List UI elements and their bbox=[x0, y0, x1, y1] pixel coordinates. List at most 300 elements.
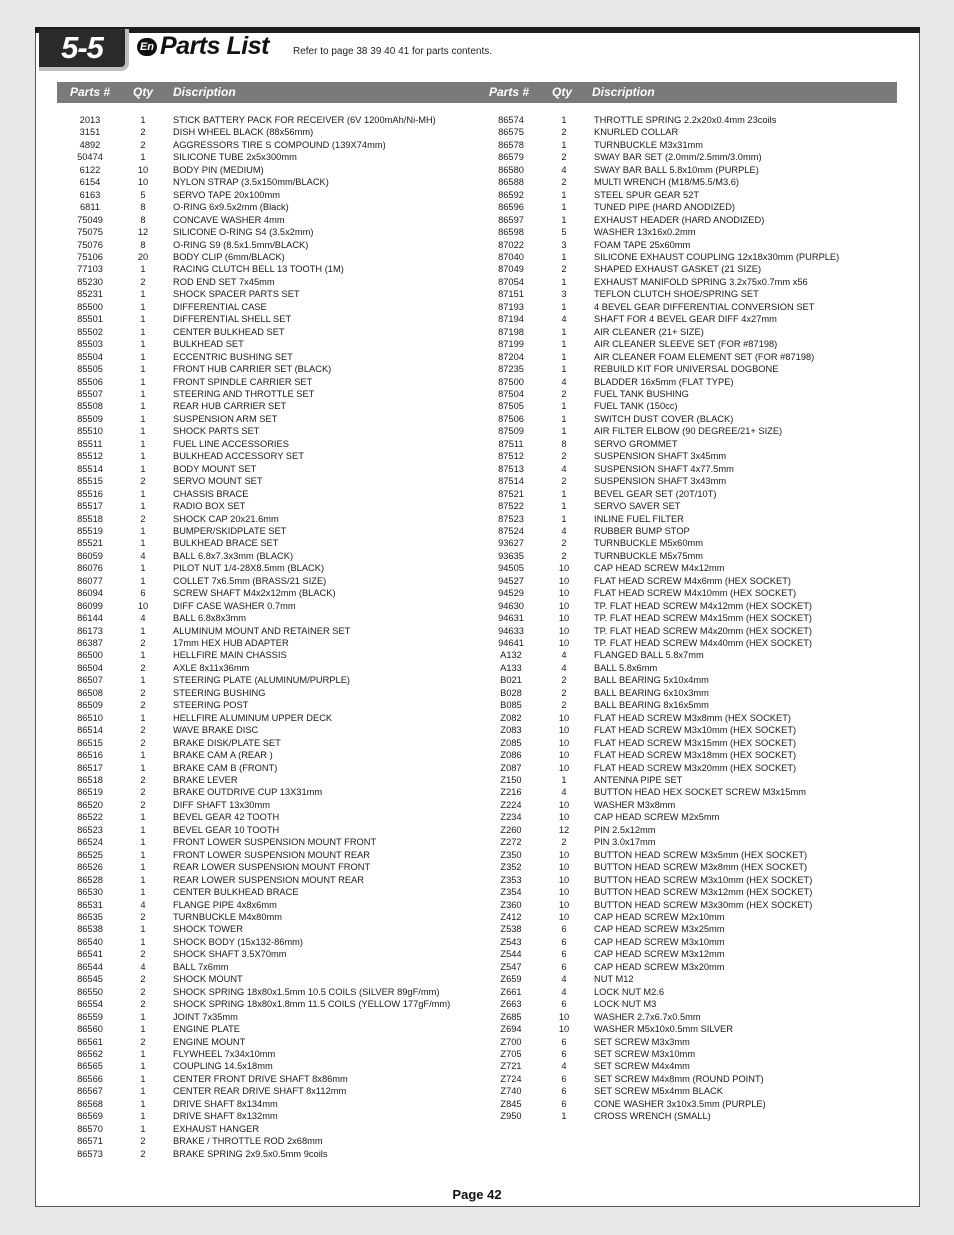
part-description: AGGRESSORS TIRE S COMPOUND (139X74mm) bbox=[173, 139, 386, 150]
part-number: Z685 bbox=[500, 1011, 522, 1022]
part-qty: 2 bbox=[140, 775, 146, 786]
left-table-row bbox=[60, 998, 480, 1010]
left-table-row bbox=[60, 986, 480, 998]
part-qty: 10 bbox=[137, 164, 149, 175]
part-qty: 1 bbox=[140, 675, 146, 686]
part-number: 86592 bbox=[498, 189, 524, 200]
part-description: ANTENNA PIPE SET bbox=[594, 775, 683, 786]
part-qty: 1 bbox=[140, 563, 146, 574]
right-parts-table bbox=[481, 114, 901, 1123]
part-qty: 6 bbox=[561, 1036, 567, 1047]
part-description: BALL BEARING 8x16x5mm bbox=[594, 700, 709, 711]
part-number: 87504 bbox=[498, 388, 524, 399]
part-number: Z721 bbox=[500, 1061, 522, 1072]
part-number: 86575 bbox=[498, 127, 524, 138]
part-number: 86568 bbox=[77, 1098, 103, 1109]
part-qty: 10 bbox=[558, 862, 570, 873]
part-description: FLAT HEAD SCREW M3x8mm (HEX SOCKET) bbox=[594, 712, 791, 723]
part-number: Z086 bbox=[500, 750, 522, 761]
left-header-qty: Qty bbox=[133, 85, 154, 99]
part-number: 86544 bbox=[77, 961, 103, 972]
right-table-row bbox=[481, 513, 901, 525]
part-qty: 1 bbox=[140, 650, 146, 661]
part-description: BUTTON HEAD HEX SOCKET SCREW M3x15mm bbox=[594, 787, 806, 798]
part-description: FLANGE PIPE 4x8x6mm bbox=[173, 899, 277, 910]
left-table-row bbox=[60, 923, 480, 935]
part-qty: 4 bbox=[561, 376, 567, 387]
part-description: 17mm HEX HUB ADAPTER bbox=[173, 638, 289, 649]
part-number: 87040 bbox=[498, 251, 524, 262]
part-qty: 1 bbox=[140, 314, 146, 325]
part-description: TURNBUCKLE M3x31mm bbox=[594, 139, 703, 150]
part-description: DISH WHEEL BLACK (88x56mm) bbox=[173, 127, 314, 138]
part-number: 85230 bbox=[77, 276, 103, 287]
part-qty: 2 bbox=[561, 675, 567, 686]
part-number: 86509 bbox=[77, 700, 103, 711]
part-description: EXHAUST MANIFOLD SPRING 3.2x75x0.7mm x56 bbox=[594, 276, 808, 287]
part-qty: 1 bbox=[140, 837, 146, 848]
left-table-row bbox=[60, 625, 480, 637]
part-qty: 10 bbox=[137, 177, 149, 188]
part-number: 86574 bbox=[498, 115, 524, 125]
part-qty: 1 bbox=[561, 301, 567, 312]
part-number: 87514 bbox=[498, 476, 524, 487]
left-table-row bbox=[60, 824, 480, 836]
part-description: FRONT LOWER SUSPENSION MOUNT FRONT bbox=[173, 837, 377, 848]
part-qty: 1 bbox=[140, 712, 146, 723]
part-number: 85507 bbox=[77, 388, 103, 399]
part-qty: 2 bbox=[561, 700, 567, 711]
part-qty: 2 bbox=[561, 152, 567, 163]
part-description: SET SCREW M4x4mm bbox=[594, 1061, 690, 1072]
part-number: 86554 bbox=[77, 999, 103, 1010]
part-description: SHOCK CAP 20x21.6mm bbox=[173, 513, 279, 524]
part-qty: 8 bbox=[561, 438, 567, 449]
right-table-row bbox=[481, 463, 901, 475]
right-table-row bbox=[481, 799, 901, 811]
part-description: DIFFERENTIAL SHELL SET bbox=[173, 314, 292, 325]
right-table-row bbox=[481, 600, 901, 612]
part-description: WASHER M5x10x0.5mm SILVER bbox=[594, 1024, 733, 1035]
left-parts-table bbox=[60, 114, 480, 1160]
part-number: 85231 bbox=[77, 289, 103, 300]
part-qty: 1 bbox=[561, 1111, 567, 1122]
part-qty: 2 bbox=[140, 737, 146, 748]
right-table-row bbox=[481, 861, 901, 873]
part-description: REAR HUB CARRIER SET bbox=[173, 401, 287, 412]
part-number: Z216 bbox=[500, 787, 522, 798]
part-number: 85519 bbox=[77, 525, 103, 536]
part-number: 86076 bbox=[77, 563, 103, 574]
part-qty: 4 bbox=[561, 314, 567, 325]
part-description: O-RING 6x9.5x2mm (Black) bbox=[173, 202, 289, 213]
part-number: Z352 bbox=[500, 862, 522, 873]
part-number: 86580 bbox=[498, 164, 524, 175]
part-qty: 1 bbox=[140, 426, 146, 437]
part-qty: 12 bbox=[137, 227, 149, 238]
part-number: 86588 bbox=[498, 177, 524, 188]
part-number: 75075 bbox=[77, 227, 103, 238]
part-number: 86514 bbox=[77, 725, 103, 736]
left-table-row bbox=[60, 425, 480, 437]
part-number: 86535 bbox=[77, 912, 103, 922]
right-table-row bbox=[481, 114, 901, 126]
part-description: FLYWHEEL 7x34x10mm bbox=[173, 1048, 276, 1059]
part-description: WASHER 13x16x0.2mm bbox=[594, 227, 696, 238]
left-table-row bbox=[60, 500, 480, 512]
part-description: STEERING PLATE (ALUMINUM/PURPLE) bbox=[173, 675, 351, 686]
part-description: SERVO TAPE 20x100mm bbox=[173, 189, 280, 200]
part-qty: 1 bbox=[140, 1024, 146, 1035]
part-number: 87054 bbox=[498, 276, 524, 287]
part-description: SHOCK SPRING 18x80x1.5mm 10.5 COILS (SILVER 89gF/mm) bbox=[173, 986, 440, 997]
part-description: AIR CLEANER (21+ SIZE) bbox=[594, 326, 704, 337]
right-table-row bbox=[481, 1048, 901, 1060]
part-qty: 1 bbox=[561, 214, 567, 225]
part-qty: 2 bbox=[561, 264, 567, 275]
part-number: 86522 bbox=[77, 812, 103, 823]
part-qty: 2 bbox=[561, 127, 567, 138]
part-number: 85504 bbox=[77, 351, 103, 362]
left-table-row bbox=[60, 575, 480, 587]
page-title: Parts List bbox=[160, 32, 269, 60]
right-table-row bbox=[481, 836, 901, 848]
part-qty: 1 bbox=[140, 750, 146, 761]
part-description: JOINT 7x35mm bbox=[173, 1011, 238, 1022]
part-description: SET SCREW M5x4mm BLACK bbox=[594, 1086, 723, 1097]
part-qty: 1 bbox=[140, 1098, 146, 1109]
part-qty: 10 bbox=[558, 638, 570, 649]
part-description: SILICONE EXHAUST COUPLING 12x18x30mm (PURPLE) bbox=[594, 251, 840, 262]
part-qty: 2 bbox=[140, 799, 146, 810]
part-description: TURNBUCKLE M4x80mm bbox=[173, 912, 282, 922]
right-table-row bbox=[481, 625, 901, 637]
right-table-row bbox=[481, 139, 901, 151]
left-header-description: Discription bbox=[173, 85, 236, 99]
left-table-row bbox=[60, 463, 480, 475]
left-table-row bbox=[60, 388, 480, 400]
part-qty: 10 bbox=[558, 613, 570, 624]
part-number: 87193 bbox=[498, 301, 524, 312]
part-description: ENGINE PLATE bbox=[173, 1024, 240, 1035]
part-description: BALL BEARING 6x10x3mm bbox=[594, 687, 709, 698]
right-table-row bbox=[481, 774, 901, 786]
part-description: MULTI WRENCH (M18/M5.5/M3.6) bbox=[594, 177, 739, 188]
part-number: 85518 bbox=[77, 513, 103, 524]
part-description: SHOCK MOUNT bbox=[173, 974, 243, 985]
right-table-row bbox=[481, 263, 901, 275]
left-table-row bbox=[60, 899, 480, 911]
part-number: 85506 bbox=[77, 376, 103, 387]
part-qty: 1 bbox=[140, 525, 146, 536]
part-description: DRIVE SHAFT 8x134mm bbox=[173, 1098, 278, 1109]
part-number: Z694 bbox=[500, 1024, 522, 1035]
left-table-row bbox=[60, 488, 480, 500]
part-number: 86578 bbox=[498, 139, 524, 150]
part-description: LOCK NUT M3 bbox=[594, 999, 657, 1010]
part-qty: 10 bbox=[558, 563, 570, 574]
part-number: 85501 bbox=[77, 314, 103, 325]
part-description: CONE WASHER 3x10x3.5mm (PURPLE) bbox=[594, 1098, 766, 1109]
part-number: 94633 bbox=[498, 625, 524, 636]
part-description: BALL 7x6mm bbox=[173, 961, 229, 972]
part-qty: 1 bbox=[561, 364, 567, 375]
part-qty: 10 bbox=[558, 575, 570, 586]
part-qty: 10 bbox=[558, 762, 570, 773]
part-qty: 1 bbox=[561, 351, 567, 362]
part-description: BALL 5.8x6mm bbox=[594, 662, 658, 673]
right-table-row bbox=[481, 911, 901, 923]
part-qty: 4 bbox=[561, 1061, 567, 1072]
part-qty: 2 bbox=[140, 725, 146, 736]
left-table-row bbox=[60, 363, 480, 375]
part-qty: 10 bbox=[558, 1011, 570, 1022]
part-number: 86507 bbox=[77, 675, 103, 686]
part-description: TP. FLAT HEAD SCREW M4x40mm (HEX SOCKET) bbox=[594, 638, 812, 649]
part-number: 86528 bbox=[77, 874, 103, 885]
part-qty: 1 bbox=[140, 463, 146, 474]
part-number: 85500 bbox=[77, 301, 103, 312]
part-description: CENTER BULKHEAD SET bbox=[173, 326, 285, 337]
part-qty: 4 bbox=[140, 550, 146, 561]
part-qty: 1 bbox=[561, 326, 567, 337]
refer-note: Refer to page 38 39 40 41 for parts contents. bbox=[293, 46, 493, 57]
part-description: BULKHEAD SET bbox=[173, 339, 244, 350]
part-number: 86559 bbox=[77, 1011, 103, 1022]
right-table-row bbox=[481, 1073, 901, 1085]
right-table-row bbox=[481, 425, 901, 437]
part-qty: 2 bbox=[140, 139, 146, 150]
part-description: REAR LOWER SUSPENSION MOUNT REAR bbox=[173, 874, 364, 885]
part-description: CAP HEAD SCREW M3x12mm bbox=[594, 949, 725, 960]
right-table-row bbox=[481, 239, 901, 251]
part-number: Z360 bbox=[500, 899, 522, 910]
part-qty: 2 bbox=[140, 1136, 146, 1147]
part-description: BUTTON HEAD SCREW M3x12mm (HEX SOCKET) bbox=[594, 887, 813, 898]
left-table-row bbox=[60, 251, 480, 263]
part-number: 86387 bbox=[77, 638, 103, 649]
part-qty: 8 bbox=[140, 202, 146, 213]
part-number: 85514 bbox=[77, 463, 103, 474]
part-number: 86525 bbox=[77, 849, 103, 860]
part-qty: 3 bbox=[561, 289, 567, 300]
part-description: CENTER BULKHEAD BRACE bbox=[173, 887, 299, 898]
part-number: Z354 bbox=[500, 887, 522, 898]
left-table-row bbox=[60, 1110, 480, 1122]
left-table-row bbox=[60, 226, 480, 238]
left-table-row bbox=[60, 674, 480, 686]
left-table-row bbox=[60, 126, 480, 138]
part-description: BALL 6.8x8x3mm bbox=[173, 613, 247, 624]
part-description: BUTTON HEAD SCREW M3x10mm (HEX SOCKET) bbox=[594, 874, 813, 885]
part-number: 86144 bbox=[77, 613, 103, 624]
part-number: 86504 bbox=[77, 662, 103, 673]
left-table-row bbox=[60, 164, 480, 176]
part-qty: 1 bbox=[561, 251, 567, 262]
part-description: CAP HEAD SCREW M3x10mm bbox=[594, 936, 725, 947]
part-number: Z224 bbox=[500, 799, 522, 810]
part-number: 6122 bbox=[79, 164, 101, 175]
part-qty: 2 bbox=[561, 837, 567, 848]
part-qty: 2 bbox=[140, 638, 146, 649]
part-qty: 6 bbox=[561, 936, 567, 947]
part-number: Z234 bbox=[500, 812, 522, 823]
part-number: Z659 bbox=[500, 974, 522, 985]
right-table-row bbox=[481, 637, 901, 649]
left-table-row bbox=[60, 413, 480, 425]
part-qty: 1 bbox=[140, 115, 146, 125]
part-number: Z544 bbox=[500, 949, 522, 960]
part-qty: 1 bbox=[140, 924, 146, 935]
part-description: SHOCK SHAFT 3.5X70mm bbox=[173, 949, 287, 960]
part-number: 86526 bbox=[77, 862, 103, 873]
right-table-row bbox=[481, 874, 901, 886]
part-qty: 12 bbox=[558, 824, 570, 835]
part-qty: 10 bbox=[558, 625, 570, 636]
part-number: Z705 bbox=[500, 1048, 522, 1059]
part-qty: 4 bbox=[561, 787, 567, 798]
part-qty: 4 bbox=[140, 899, 146, 910]
right-table-row bbox=[481, 151, 901, 163]
part-qty: 1 bbox=[140, 1048, 146, 1059]
part-description: SUSPENSION SHAFT 3x45mm bbox=[594, 451, 727, 462]
left-table-row bbox=[60, 351, 480, 363]
part-qty: 2 bbox=[140, 949, 146, 960]
right-table-row bbox=[481, 649, 901, 661]
part-description: SILICONE O-RING S4 (3.5x2mm) bbox=[173, 227, 314, 238]
right-table-row bbox=[481, 550, 901, 562]
part-description: CAP HEAD SCREW M3x20mm bbox=[594, 961, 725, 972]
right-table-row bbox=[481, 998, 901, 1010]
left-table-row bbox=[60, 214, 480, 226]
part-number: 75106 bbox=[77, 251, 103, 262]
part-qty: 6 bbox=[561, 1073, 567, 1084]
left-table-row bbox=[60, 1036, 480, 1048]
right-table-row bbox=[481, 1085, 901, 1097]
part-number: 87199 bbox=[498, 339, 524, 350]
right-table-row bbox=[481, 164, 901, 176]
part-number: 87523 bbox=[498, 513, 524, 524]
part-description: FUEL LINE ACCESSORIES bbox=[173, 438, 289, 449]
part-qty: 6 bbox=[561, 1098, 567, 1109]
part-qty: 10 bbox=[558, 737, 570, 748]
right-table-row bbox=[481, 363, 901, 375]
left-table-row bbox=[60, 699, 480, 711]
part-description: CENTER FRONT DRIVE SHAFT 8x86mm bbox=[173, 1073, 348, 1084]
part-qty: 10 bbox=[558, 712, 570, 723]
part-description: SHAPED EXHAUST GASKET (21 SIZE) bbox=[594, 264, 762, 275]
part-description: FLANGED BALL 5.8x7mm bbox=[594, 650, 704, 661]
part-number: 86077 bbox=[77, 575, 103, 586]
part-description: SHOCK SPRING 18x80x1.8mm 11.5 COILS (YELLOW 177gF/mm) bbox=[173, 999, 451, 1010]
part-number: 87022 bbox=[498, 239, 524, 250]
left-table-row bbox=[60, 438, 480, 450]
right-table-row bbox=[481, 537, 901, 549]
part-description: SWAY BAR BALL 5.8x10mm (PURPLE) bbox=[594, 164, 759, 175]
part-qty: 1 bbox=[140, 575, 146, 586]
left-table-row bbox=[60, 263, 480, 275]
part-number: 86099 bbox=[77, 600, 103, 611]
part-number: 85503 bbox=[77, 339, 103, 350]
part-number: 86515 bbox=[77, 737, 103, 748]
part-number: Z082 bbox=[500, 712, 522, 723]
part-number: 75049 bbox=[77, 214, 103, 225]
part-description: BRAKE DISK/PLATE SET bbox=[173, 737, 281, 748]
part-qty: 1 bbox=[140, 376, 146, 387]
part-description: FUEL TANK BUSHING bbox=[594, 388, 689, 399]
part-number: Z412 bbox=[500, 912, 522, 922]
part-qty: 4 bbox=[561, 164, 567, 175]
left-table-row bbox=[60, 973, 480, 985]
part-number: 86570 bbox=[77, 1123, 103, 1134]
part-qty: 10 bbox=[558, 1024, 570, 1035]
part-number: 87235 bbox=[498, 364, 524, 375]
left-table-row bbox=[60, 525, 480, 537]
part-number: 94529 bbox=[498, 588, 524, 599]
part-description: BUTTON HEAD SCREW M3x30mm (HEX SOCKET) bbox=[594, 899, 813, 910]
left-table-row bbox=[60, 911, 480, 923]
right-table-row bbox=[481, 126, 901, 138]
left-table-row bbox=[60, 1148, 480, 1160]
right-table-row bbox=[481, 1098, 901, 1110]
part-description: CROSS WRENCH (SMALL) bbox=[594, 1111, 711, 1122]
part-description: BALL BEARING 5x10x4mm bbox=[594, 675, 709, 686]
part-description: AIR CLEANER SLEEVE SET (FOR #87198) bbox=[594, 339, 778, 350]
right-table-row bbox=[481, 575, 901, 587]
part-qty: 10 bbox=[558, 849, 570, 860]
part-description: BODY PIN (MEDIUM) bbox=[173, 164, 264, 175]
part-description: THROTTLE SPRING 2.2x20x0.4mm 23coils bbox=[594, 115, 777, 125]
part-qty: 2 bbox=[561, 476, 567, 487]
part-description: BRAKE CAM A (REAR ) bbox=[173, 750, 273, 761]
part-number: 87509 bbox=[498, 426, 524, 437]
part-description: FRONT SPINDLE CARRIER SET bbox=[173, 376, 313, 387]
part-description: FRONT LOWER SUSPENSION MOUNT REAR bbox=[173, 849, 370, 860]
part-qty: 2 bbox=[140, 476, 146, 487]
left-table-row bbox=[60, 139, 480, 151]
left-table-row bbox=[60, 786, 480, 798]
part-number: Z950 bbox=[500, 1111, 522, 1122]
part-number: 94641 bbox=[498, 638, 524, 649]
right-table-row bbox=[481, 699, 901, 711]
part-number: 86059 bbox=[77, 550, 103, 561]
part-description: FUEL TANK (150cc) bbox=[594, 401, 678, 412]
part-qty: 1 bbox=[140, 625, 146, 636]
part-qty: 4 bbox=[140, 613, 146, 624]
left-table-row bbox=[60, 724, 480, 736]
right-table-row bbox=[481, 786, 901, 798]
part-description: SWITCH DUST COVER (BLACK) bbox=[594, 413, 734, 424]
part-description: BRAKE / THROTTLE ROD 2x68mm bbox=[173, 1136, 323, 1147]
part-qty: 5 bbox=[140, 189, 146, 200]
part-qty: 1 bbox=[140, 264, 146, 275]
part-description: FRONT HUB CARRIER SET (BLACK) bbox=[173, 364, 332, 375]
part-qty: 6 bbox=[561, 1086, 567, 1097]
left-table-row bbox=[60, 649, 480, 661]
right-table-row bbox=[481, 849, 901, 861]
part-qty: 3 bbox=[561, 239, 567, 250]
part-number: 87522 bbox=[498, 501, 524, 512]
part-number: 75076 bbox=[77, 239, 103, 250]
part-number: 86545 bbox=[77, 974, 103, 985]
part-qty: 10 bbox=[558, 600, 570, 611]
part-description: WAVE BRAKE DISC bbox=[173, 725, 259, 736]
right-table-row bbox=[481, 1060, 901, 1072]
part-description: BODY CLIP (6mm/BLACK) bbox=[173, 251, 285, 262]
part-number: Z543 bbox=[500, 936, 522, 947]
part-number: 87524 bbox=[498, 525, 524, 536]
part-number: B028 bbox=[500, 687, 522, 698]
